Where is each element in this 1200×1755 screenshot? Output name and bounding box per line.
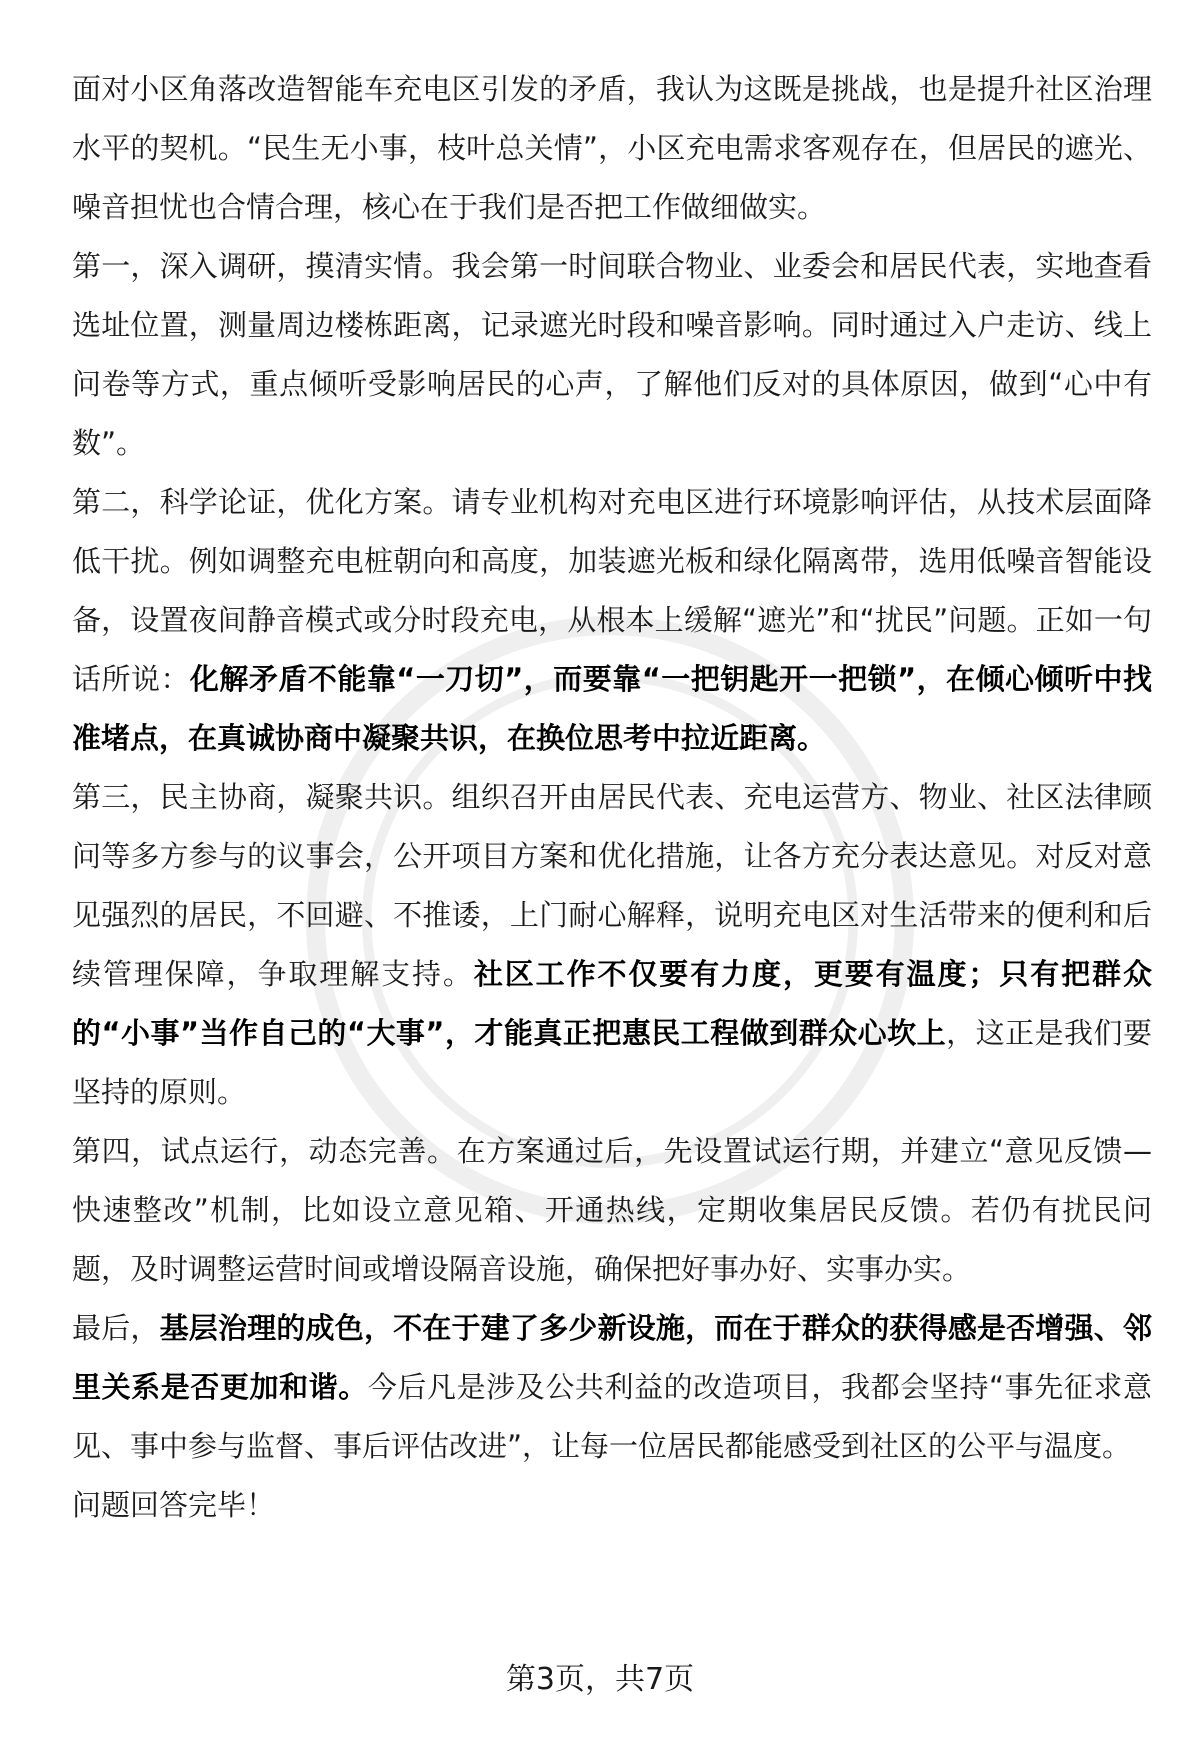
- document-body: [72, 60, 1152, 1535]
- paragraph-intro: [72, 60, 1152, 237]
- body-text: 最后，: [72, 1311, 160, 1345]
- body-text: ，这正是我们要坚持的原则。: [72, 1016, 1152, 1109]
- paragraph-point-three: [72, 768, 1152, 1122]
- body-text: 第四，试点运行，动态完善。在方案通过后，先设置试运行期，并建立“意见反馈—快速整改”机制，比如设立意见箱、开通热线，定期收集居民反馈。若仍有扰民问题，及时调整运营时间或增设隔音设施，确保把好事办好、实事办实。: [72, 1134, 1152, 1286]
- body-text: 第二，科学论证，优化方案。请专业机构对充电区进行环境影响评估，从技术层面降低干扰。例如调整充电桩朝向和高度，加装遮光板和绿化隔离带，选用低噪音智能设备，设置夜间静音模式或分时段充电，从根本上缓解“遮光”和“扰民”问题。正如一句话所说：: [72, 485, 1152, 696]
- paragraph-point-two: [72, 473, 1152, 768]
- paragraph-closing: [72, 1476, 1152, 1535]
- emphasized-text: 化解矛盾不能靠“一刀切”，而要靠“一把钥匙开一把锁”，在倾心倾听中找准堵点，在真诚协商中凝聚共识，在换位思考中拉近距离。: [72, 662, 1152, 755]
- body-text: 今后凡是涉及公共利益的改造项目，我都会坚持“事先征求意见、事中参与监督、事后评估改进”，让每一位居民都能感受到社区的公平与温度。: [72, 1370, 1152, 1463]
- emphasized-text: 社区工作不仅要有力度，更要有温度；只有把群众的“小事”当作自己的“大事”，才能真正把惠民工程做到群众心坎上: [72, 957, 1152, 1050]
- body-text: 第三，民主协商，凝聚共识。组织召开由居民代表、充电运营方、物业、社区法律顾问等多方参与的议事会，公开项目方案和优化措施，让各方充分表达意见。对反对意见强烈的居民，不回避、不推诿，上门耐心解释，说明充电区对生活带来的便利和后续管理保障，争取理解支持。: [72, 780, 1152, 991]
- body-text: 第一，深入调研，摸清实情。我会第一时间联合物业、业委会和居民代表，实地查看选址位置，测量周边楼栋距离，记录遮光时段和噪音影响。同时通过入户走访、线上问卷等方式，重点倾听受影响居民的心声，了解他们反对的具体原因，做到“心中有数”。: [72, 249, 1152, 460]
- paragraph-conclusion: [72, 1299, 1152, 1476]
- paragraph-point-four: [72, 1122, 1152, 1299]
- body-text: 面对小区角落改造智能车充电区引发的矛盾，我认为这既是挑战，也是提升社区治理水平的契机。“民生无小事，枝叶总关情”，小区充电需求客观存在，但居民的遮光、噪音担忧也合情合理，核心在于我们是否把工作做细做实。: [72, 72, 1152, 224]
- emphasized-text: 基层治理的成色，不在于建了多少新设施，而在于群众的获得感是否增强、邻里关系是否更加和谐。: [72, 1311, 1152, 1404]
- paragraph-point-one: [72, 237, 1152, 473]
- page-number-footer: 第3页，共7页: [505, 1662, 695, 1697]
- body-text: 问题回答完毕！: [72, 1488, 276, 1522]
